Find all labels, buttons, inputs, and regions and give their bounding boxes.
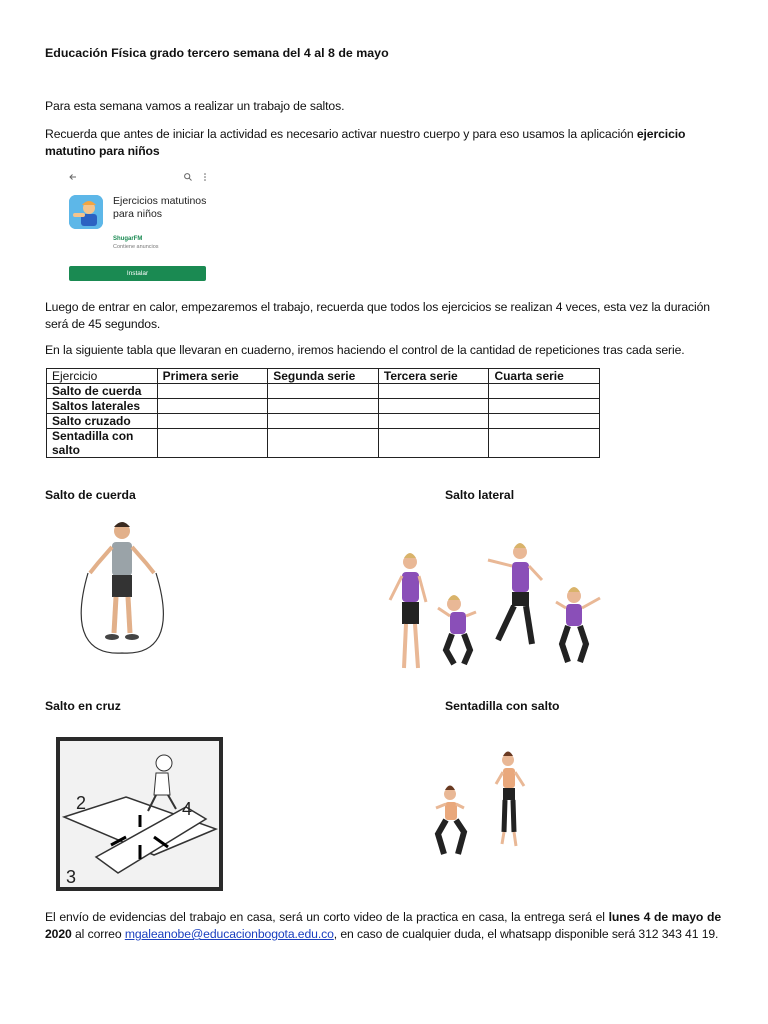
table-header-cell: Segunda serie — [268, 369, 379, 384]
warmup-app-name: ejercicio matutino para niños — [45, 127, 686, 158]
table-row — [47, 399, 600, 414]
caption-cross-jump: Salto en cruz — [45, 699, 121, 713]
cross-jump-illustration — [56, 737, 223, 891]
table-row-label: Sentadilla con salto — [47, 429, 158, 458]
cross-number-3: 3 — [66, 867, 77, 887]
search-icon[interactable] — [183, 172, 193, 182]
cross-number-4: 4 — [182, 799, 193, 819]
intro-paragraph: Para esta semana vamos a realizar un trabajo de saltos. — [45, 99, 345, 113]
closing-text-3: , en caso de cualquier duda, el whatsapp disponible será 312 343 41 19. — [333, 927, 719, 941]
closing-paragraph — [45, 909, 721, 943]
table-header-cell: Cuarta serie — [489, 369, 600, 384]
table-row-label: Salto cruzado — [47, 414, 158, 429]
table-row — [47, 414, 600, 429]
app-icon — [69, 195, 103, 229]
squat-jump-illustration — [428, 750, 538, 862]
repetitions-table — [46, 368, 600, 458]
closing-text-1: El envío de evidencias del trabajo en casa, será un corto video de la practica en casa, la entrega será el — [45, 910, 609, 924]
table-row-label: Saltos laterales — [47, 399, 158, 414]
closing-text-2: al correo — [71, 927, 125, 941]
app-developer[interactable]: ShugarFM — [113, 236, 143, 242]
caption-lateral-jump: Salto lateral — [445, 488, 515, 502]
app-topbar — [66, 172, 212, 184]
table-header-cell: Primera serie — [157, 369, 268, 384]
warmup-paragraph — [45, 126, 721, 160]
more-vert-icon[interactable] — [202, 172, 208, 182]
app-store-card — [60, 168, 220, 290]
arrow-left-icon[interactable] — [68, 172, 78, 182]
rope-jump-illustration — [70, 515, 180, 660]
closing-date: lunes 4 de mayo de 2020 — [45, 910, 721, 941]
table-row — [47, 384, 600, 399]
table-row-label: Salto de cuerda — [47, 384, 158, 399]
install-button[interactable]: Instalar — [69, 266, 206, 281]
table-intro-paragraph: En la siguiente tabla que llevaran en cuaderno, iremos haciendo el control de la cantidad de repeticiones tras cada serie. — [45, 343, 685, 357]
table-header-row — [47, 369, 600, 384]
lateral-jump-illustration — [380, 540, 610, 680]
table-header-cell: Tercera serie — [378, 369, 489, 384]
instructions-paragraph: Luego de entrar en calor, empezaremos el trabajo, recuerda que todos los ejercicios se realizan 4 veces, esta vez la duración será de 45 segundos. — [45, 300, 710, 331]
table-header-cell: Ejercicio — [47, 369, 158, 384]
caption-rope-jump: Salto de cuerda — [45, 488, 136, 502]
cross-number-2: 2 — [76, 793, 87, 813]
app-name: Ejercicios matutinos para niños — [113, 195, 207, 220]
page-title: Educación Física grado tercero semana del 4 al 8 de mayo — [45, 46, 389, 60]
caption-squat-jump: Sentadilla con salto — [445, 699, 560, 713]
app-subtitle: Contiene anuncios — [113, 244, 159, 250]
table-row — [47, 429, 600, 458]
warmup-text: Recuerda que antes de iniciar la actividad es necesario activar nuestro cuerpo y para eso usamos la aplicación — [45, 127, 637, 141]
email-link[interactable]: mgaleanobe@educacionbogota.edu.co — [124, 927, 334, 941]
